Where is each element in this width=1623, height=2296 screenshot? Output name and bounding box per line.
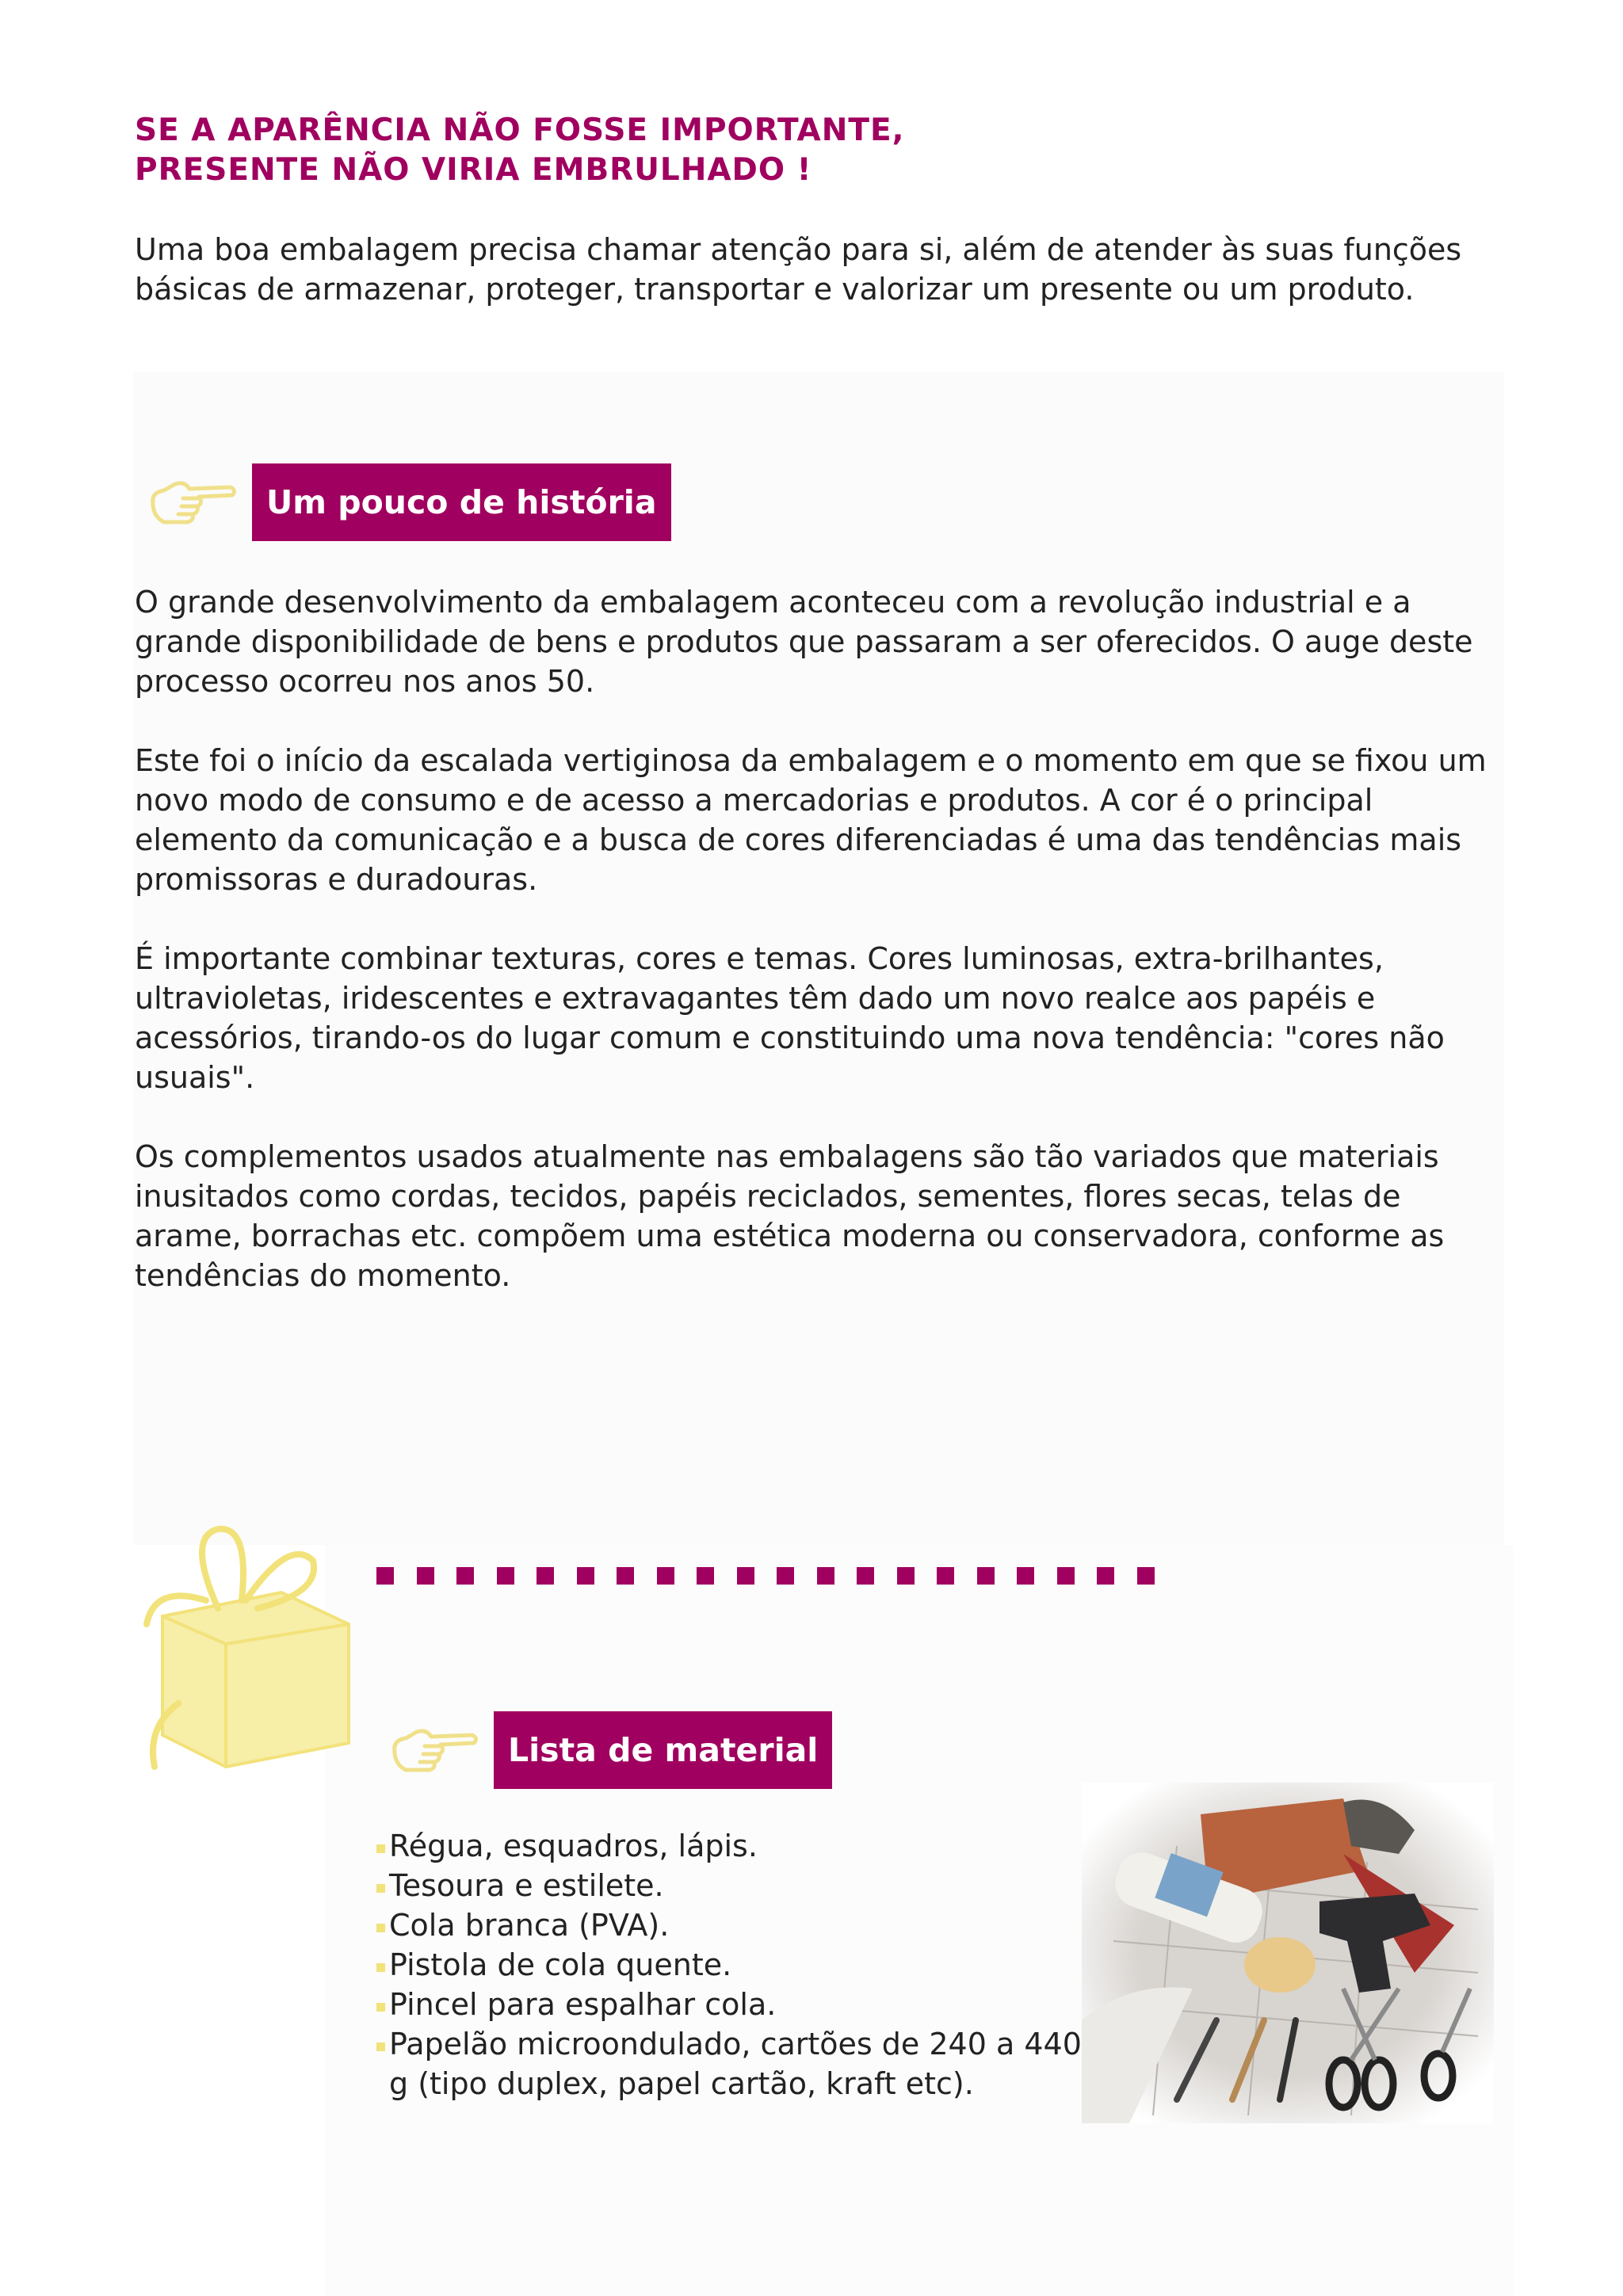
divider-dot: [417, 1567, 434, 1585]
list-item: Cola branca (PVA).: [376, 1905, 1090, 1945]
materials-section-header: [388, 1711, 832, 1789]
materials-heading: Lista de material: [494, 1711, 832, 1789]
history-section-header: [147, 463, 671, 541]
materials-list: [376, 1826, 1090, 2103]
divider-dot: [777, 1567, 794, 1585]
divider-dot: [497, 1567, 514, 1585]
divider-dot: [376, 1567, 394, 1585]
history-paragraph-2: Este foi o início da escalada vertiginosa da embalagem e o momento em que se fixou um novo modo de consumo e de acesso a mercadorias e produtos. A cor é o principal elemento da comunicação e a busca de cores diferenciadas é uma das tendências mais promissoras e duradouras.: [135, 743, 1487, 897]
history-paragraph-4: Os complementos usados atualmente nas embalagens são tão variados que materiais inusitados como cordas, tecidos, papéis reciclados, sementes, flores secas, telas de arame, borrachas etc. compõem uma estética moderna ou conservadora, conforme as tendências do momento.: [135, 1139, 1445, 1293]
divider-dot: [1017, 1567, 1034, 1585]
history-heading: Um pouco de história: [252, 463, 671, 541]
divider-dot: [1137, 1567, 1155, 1585]
craft-tools-photo: [1082, 1783, 1494, 2123]
divider-dot: [857, 1567, 874, 1585]
divider-dot: [1097, 1567, 1114, 1585]
divider-dot: [617, 1567, 634, 1585]
headline-line-2: PRESENTE NÃO VIRIA EMBRULHADO !: [135, 152, 812, 188]
list-item: Tesoura e estilete.: [376, 1866, 1090, 1905]
headline-line-1: SE A APARÊNCIA NÃO FOSSE IMPORTANTE,: [135, 113, 905, 148]
divider-dot: [577, 1567, 594, 1585]
divider-dot: [697, 1567, 714, 1585]
divider-dot: [1057, 1567, 1075, 1585]
divider-dot: [456, 1567, 474, 1585]
divider-dot: [537, 1567, 554, 1585]
pointing-hand-icon: [147, 475, 238, 530]
divider-dot: [657, 1567, 674, 1585]
list-item: Pistola de cola quente.: [376, 1945, 1090, 1985]
gift-box-icon: [131, 1505, 361, 1775]
divider-dot: [897, 1567, 915, 1585]
list-item: Pincel para espalhar cola.: [376, 1985, 1090, 2024]
divider-dot: [737, 1567, 754, 1585]
page-headline: [135, 111, 1323, 190]
divider-dot: [977, 1567, 995, 1585]
list-item: Papelão microondulado, cartões de 240 a 440 g (tipo duplex, papel cartão, kraft etc).: [376, 2024, 1090, 2103]
list-item: Régua, esquadros, lápis.: [376, 1826, 1090, 1866]
decorative-dot-divider: [376, 1567, 1177, 1585]
divider-dot: [817, 1567, 834, 1585]
pointing-hand-icon: [388, 1722, 479, 1778]
divider-dot: [937, 1567, 954, 1585]
history-paragraph-1: O grande desenvolvimento da embalagem aconteceu com a revolução industrial e a grande disponibilidade de bens e produtos que passaram a ser oferecidos. O auge deste processo ocorreu nos anos 50.: [135, 585, 1473, 699]
history-paragraph-3: É importante combinar texturas, cores e temas. Cores luminosas, extra-brilhantes, ultravioletas, iridescentes e extravagantes têm dado um novo realce aos papéis e acessórios, tirando-os do lugar comum e constituindo uma nova tendência: "cores não usuais".: [135, 941, 1445, 1095]
intro-paragraph: Uma boa embalagem precisa chamar atenção para si, além de atender às suas funções básicas de armazenar, proteger, transportar e valorizar um presente ou um produto.: [135, 232, 1462, 307]
